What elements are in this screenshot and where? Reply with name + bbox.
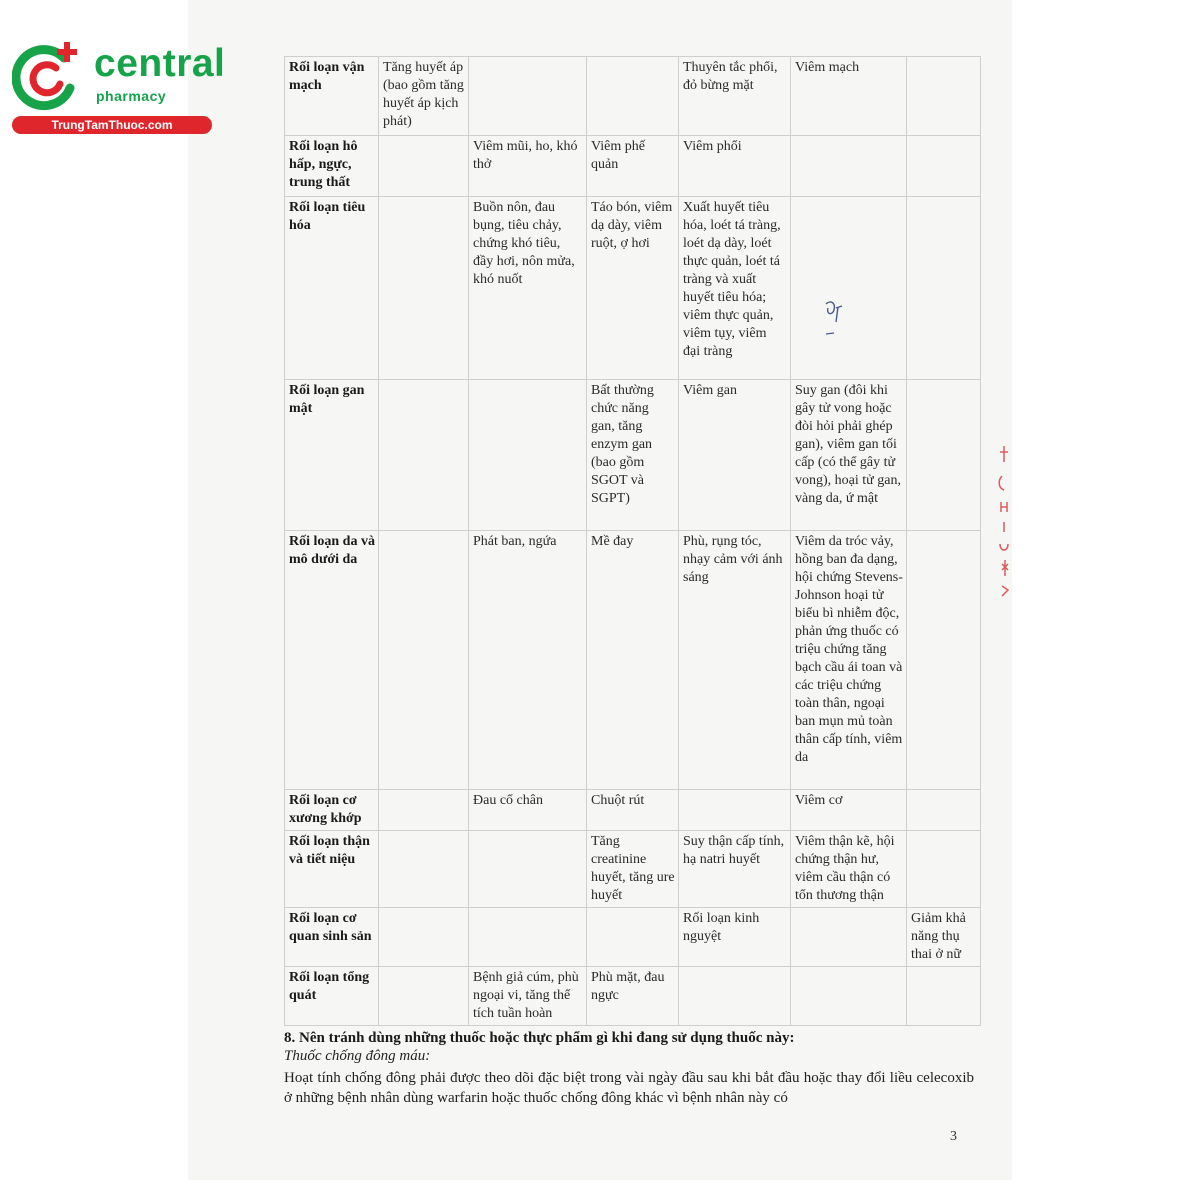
table-row <box>285 967 981 1026</box>
section-paragraph: Hoạt tính chống đông phải được theo dõi đặc biệt trong vài ngày đầu sau khi bắt đầu hoặc thay đổi liều celecoxib ở những bệnh nhân dùng warfarin hoặc thuốc chống đông khác vì bệnh nhân này có <box>284 1070 974 1106</box>
table-row <box>285 790 981 831</box>
table-cell <box>587 57 679 136</box>
table-cell <box>379 380 469 531</box>
table-cell: Viêm phổi <box>679 136 791 197</box>
table-cell: Bất thường chức năng gan, tăng enzym gan (bao gồm SGOT và SGPT) <box>587 380 679 531</box>
table-cell <box>379 831 469 908</box>
table-cell: Buồn nôn, đau bụng, tiêu chảy, chứng khó tiêu, đầy hơi, nôn mửa, khó nuốt <box>469 197 587 380</box>
table-cell <box>907 380 981 531</box>
table-cell: Xuất huyết tiêu hóa, loét tá tràng, loét dạ dày, loét thực quản, loét tá tràng và xuất huyết tiêu hóa; viêm thực quản, viêm tụy, viêm đại tràng <box>679 197 791 380</box>
handwritten-initial-mark <box>820 298 850 342</box>
row-category: Rối loạn hô hấp, ngực, trung thất <box>285 136 379 197</box>
table-cell: Phù, rụng tóc, nhạy cảm với ánh sáng <box>679 531 791 790</box>
table-cell: Giảm khả năng thụ thai ở nữ <box>907 908 981 967</box>
adverse-effects-table <box>284 56 981 1026</box>
pharmacy-cross-icon <box>12 40 84 112</box>
row-category: Rối loạn thận và tiết niệu <box>285 831 379 908</box>
table-cell: Phù mặt, đau ngực <box>587 967 679 1026</box>
logo-brand-text: central <box>94 42 226 85</box>
table-cell <box>379 967 469 1026</box>
table-cell <box>907 57 981 136</box>
row-category: Rối loạn cơ xương khớp <box>285 790 379 831</box>
table-cell <box>791 908 907 967</box>
table-cell <box>379 908 469 967</box>
table-cell: Tăng huyết áp (bao gồm tăng huyết áp kịch phát) <box>379 57 469 136</box>
table-row <box>285 197 981 380</box>
table-cell <box>791 197 907 380</box>
table-cell: Suy gan (đôi khi gây tử vong hoặc đòi hỏi phải ghép gan), viêm gan tối cấp (có thể gây tử vong), hoại tử gan, vàng da, ứ mật <box>791 380 907 531</box>
row-category: Rối loạn cơ quan sinh sản <box>285 908 379 967</box>
row-category: Rối loạn gan mật <box>285 380 379 531</box>
section-subheading: Thuốc chống đông máu: <box>284 1048 431 1064</box>
table-cell <box>907 531 981 790</box>
table-cell: Viêm mạch <box>791 57 907 136</box>
table-cell <box>469 908 587 967</box>
table-cell: Viêm thận kẽ, hội chứng thận hư, viêm cầu thận có tổn thương thận <box>791 831 907 908</box>
table-row <box>285 831 981 908</box>
table-cell <box>469 57 587 136</box>
table-row <box>285 136 981 197</box>
table-cell <box>469 831 587 908</box>
table-row <box>285 908 981 967</box>
table-cell <box>379 790 469 831</box>
table-cell <box>907 831 981 908</box>
table-cell <box>907 136 981 197</box>
table-cell: Chuột rút <box>587 790 679 831</box>
table-cell: Tăng creatinine huyết, tăng ure huyết <box>587 831 679 908</box>
table-cell: Suy thận cấp tính, hạ natri huyết <box>679 831 791 908</box>
table-cell <box>791 967 907 1026</box>
row-category: Rối loạn da và mô dưới da <box>285 531 379 790</box>
row-category: Rối loạn tổng quát <box>285 967 379 1026</box>
table-cell: Viêm da tróc vảy, hồng ban đa dạng, hội chứng Stevens-Johnson hoại tử biểu bì nhiễm độc, phản ứng thuốc có triệu chứng tăng bạch cầu ái toan và các triệu chứng toàn thân, ngoại ban mụn mủ toàn thân cấp tính, viêm da <box>791 531 907 790</box>
table-row <box>285 531 981 790</box>
row-category: Rối loạn tiêu hóa <box>285 197 379 380</box>
table-cell <box>469 380 587 531</box>
table-cell: Táo bón, viêm dạ dày, viêm ruột, ợ hơi <box>587 197 679 380</box>
page-number: 3 <box>950 1129 957 1144</box>
row-category: Rối loạn vận mạch <box>285 57 379 136</box>
table-cell: Bệnh giả cúm, phù ngoại vi, tăng thể tích tuần hoàn <box>469 967 587 1026</box>
table-cell <box>587 908 679 967</box>
table-cell <box>907 197 981 380</box>
table-cell: Viêm gan <box>679 380 791 531</box>
table-cell: Đau cổ chân <box>469 790 587 831</box>
table-row <box>285 57 981 136</box>
table-cell <box>679 790 791 831</box>
table-cell: Viêm cơ <box>791 790 907 831</box>
table-cell <box>907 967 981 1026</box>
table-cell <box>379 197 469 380</box>
table-cell <box>679 967 791 1026</box>
table-cell: Viêm mũi, ho, khó thở <box>469 136 587 197</box>
table-cell: Rối loạn kinh nguyệt <box>679 908 791 967</box>
table-cell: Viêm phế quản <box>587 136 679 197</box>
table-cell <box>791 136 907 197</box>
table-cell <box>907 790 981 831</box>
red-stamp-fragment <box>996 440 1016 600</box>
central-pharmacy-logo[interactable] <box>8 36 226 136</box>
table-cell: Phát ban, ngứa <box>469 531 587 790</box>
logo-sub-text: pharmacy <box>96 88 167 104</box>
section-heading: 8. Nên tránh dùng những thuốc hoặc thực phẩm gì khi đang sử dụng thuốc này: <box>284 1030 795 1046</box>
table-row <box>285 380 981 531</box>
table-cell <box>379 531 469 790</box>
logo-url-link[interactable]: TrungTamThuoc.com <box>12 116 212 134</box>
table-cell: Thuyên tắc phổi, đỏ bừng mặt <box>679 57 791 136</box>
table-cell: Mề đay <box>587 531 679 790</box>
table-cell <box>379 136 469 197</box>
